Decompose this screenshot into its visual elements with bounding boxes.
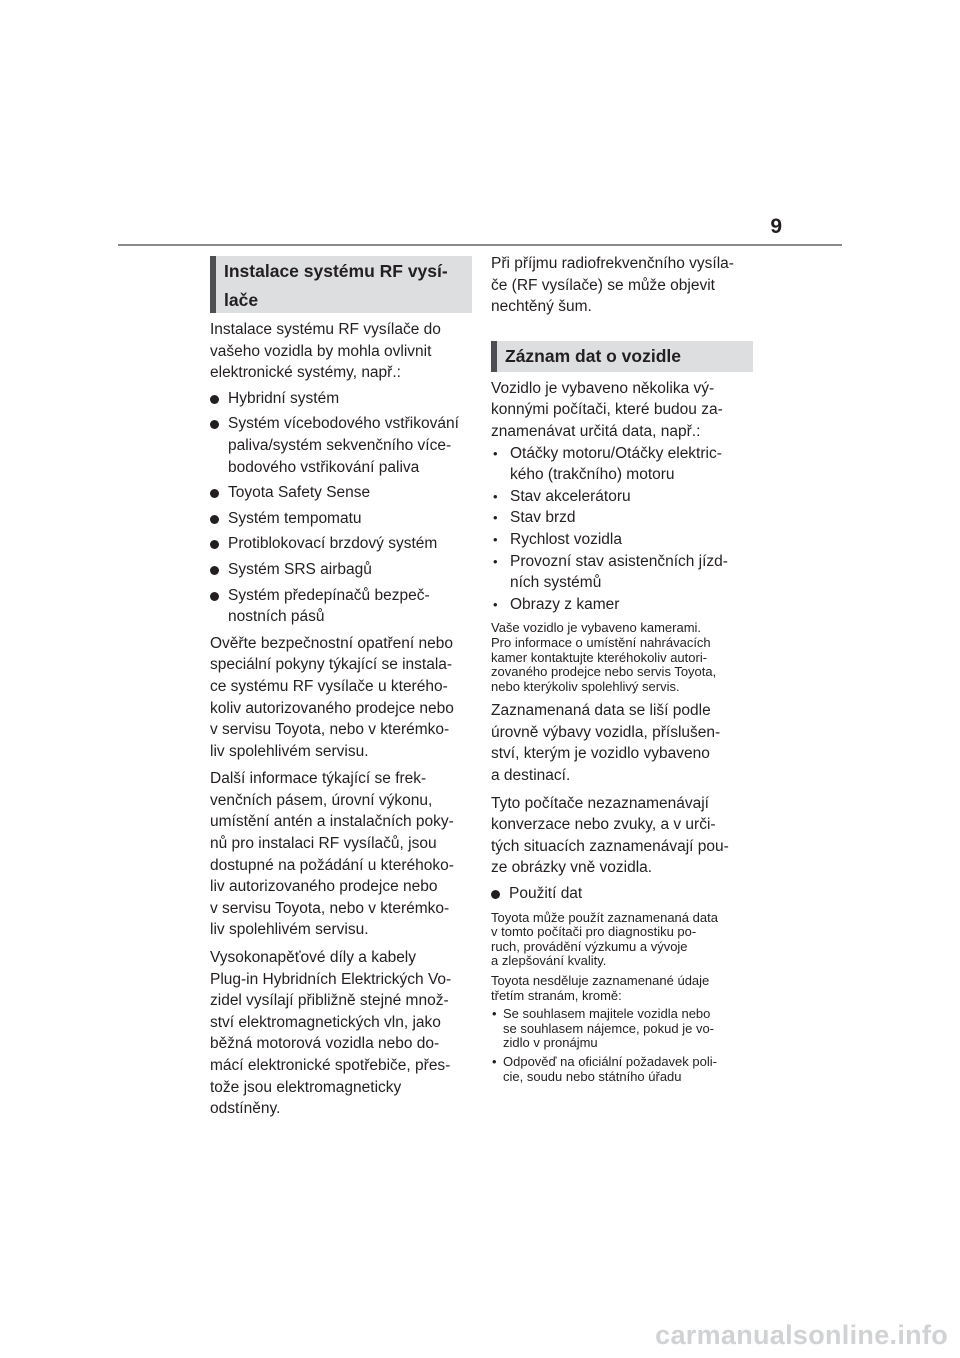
list-item xyxy=(491,486,753,508)
text-line: a zlepšování kvality. xyxy=(491,953,607,969)
text-line: Tyto počítače nezaznamenávají xyxy=(491,794,709,812)
text-line: Použití dat xyxy=(509,885,583,903)
list-item xyxy=(210,482,472,504)
text-line: odstíněny. xyxy=(210,1100,281,1118)
right-column xyxy=(491,256,753,1084)
text-line: ství elektromagnetických vln, jako xyxy=(210,1013,441,1031)
list-item xyxy=(210,388,472,410)
text-line: Obrazy z kamer xyxy=(510,595,620,613)
list-item xyxy=(491,594,753,616)
text-line: liv spolehlivém servisu. xyxy=(210,921,369,939)
recorded-data-list xyxy=(491,443,753,616)
text-line: Provozní stav asistenčních jízd- xyxy=(510,552,728,570)
text-line: Systém tempomatu xyxy=(228,509,362,527)
text-line: ze obrázky vně vozidla. xyxy=(491,859,653,877)
text-line: Stav brzd xyxy=(510,509,576,527)
continued-paragraph xyxy=(491,253,753,318)
list-item xyxy=(210,559,472,581)
list-item xyxy=(491,1007,753,1051)
disclosure-paragraph xyxy=(491,974,753,1003)
text-line: úrovně výbavy vozidla, příslušen- xyxy=(491,723,721,741)
affected-systems-list xyxy=(210,388,472,628)
section-heading-line: Instalace systému RF vysí- xyxy=(224,261,448,281)
text-line: Vaše vozidlo je vybaveno kamerami. xyxy=(491,620,702,636)
section-heading-rf-installation xyxy=(210,256,472,313)
text-line: Instalace systému RF vysílače do xyxy=(210,321,441,338)
text-line: třetím stranám, kromě: xyxy=(491,987,622,1003)
text-line: ních systémů xyxy=(510,574,602,592)
exceptions-list xyxy=(491,1007,753,1084)
high-voltage-paragraph xyxy=(210,947,472,1120)
text-line: zovaného prodejce nebo servis Toyota, xyxy=(491,664,717,680)
text-line: ce systému RF vysílače u kterého- xyxy=(210,677,448,695)
text-line: tých situacích zaznamenávají pou- xyxy=(491,837,729,855)
list-item xyxy=(491,883,753,905)
text-line: nů pro instalaci RF vysílačů, jsou xyxy=(210,835,437,853)
section-heading-line: lače xyxy=(224,290,259,310)
section-heading-data-recording: Záznam dat o vozidle xyxy=(491,341,753,372)
text-line: konnými počítači, které budou za- xyxy=(491,401,723,419)
text-line: Odpověď na oficiální požadavek poli- xyxy=(503,1053,717,1069)
header-rule xyxy=(118,244,842,246)
text-line: Ověřte bezpečnostní opatření nebo xyxy=(210,634,453,652)
text-line: Toyota může použít zaznamenaná data xyxy=(491,909,718,925)
text-line: a destinací. xyxy=(491,767,571,785)
text-line: umístění antén a instalačních poky- xyxy=(210,813,454,831)
recording-intro-paragraph xyxy=(491,378,753,443)
text-line: Toyota Safety Sense xyxy=(228,484,371,502)
text-line: zidlo v pronájmu xyxy=(503,1035,598,1051)
text-line: v servisu Toyota, nebo v kterémko- xyxy=(210,899,450,917)
text-line: Zaznamenaná data se liší podle xyxy=(491,702,711,720)
text-line: konverzace nebo zvuky, a v urči- xyxy=(491,816,716,834)
data-variation-paragraph xyxy=(491,700,753,786)
list-item xyxy=(491,443,753,486)
text-line: Plug-in Hybridních Elektrických Vo- xyxy=(210,970,452,988)
list-item xyxy=(491,1055,753,1084)
text-line: Toyota nesděluje zaznamenané údaje xyxy=(491,973,710,988)
list-item xyxy=(210,533,472,555)
text-line: mácí elektronické spotřebiče, přes- xyxy=(210,1057,451,1074)
text-line: nostních pásů xyxy=(228,608,325,626)
text-line: Systém předepínačů bezpeč- xyxy=(228,586,430,604)
frequency-info-paragraph xyxy=(210,768,472,941)
text-line: znamenávat určitá data, např.: xyxy=(491,422,701,440)
text-line: Další informace týkající se frek- xyxy=(210,770,427,788)
text-line: kého (trakčního) motoru xyxy=(510,466,675,484)
text-line: běžná motorová vozidla nebo do- xyxy=(210,1035,440,1053)
text-line: Pro informace o umístění nahrávacích xyxy=(491,634,711,650)
text-line: vašeho vozidla by mohla ovlivnit xyxy=(210,342,432,360)
text-line: Vozidlo je vybaveno několika vý- xyxy=(491,379,715,397)
text-line: v servisu Toyota, nebo v kterémko- xyxy=(210,721,450,739)
text-line: nechtěný šum. xyxy=(491,298,592,316)
camera-note xyxy=(491,621,753,694)
watermark: carmanualsonline.info xyxy=(655,1320,948,1350)
text-line: Stav akcelerátoru xyxy=(510,487,631,505)
text-line: liv spolehlivém servisu. xyxy=(210,742,369,760)
list-item xyxy=(491,529,753,551)
text-line: Otáčky motoru/Otáčky elektric- xyxy=(510,444,722,462)
left-column xyxy=(210,256,472,1120)
text-line: se souhlasem nájemce, pokud je vo- xyxy=(503,1020,715,1036)
text-line: koliv autorizovaného prodejce nebo xyxy=(210,699,454,717)
text-line: ruch, provádění výzkumu a vývoje xyxy=(491,938,688,954)
text-line: Systém vícebodového vstřikování xyxy=(228,415,459,433)
text-line: Vysokonapěťové díly a kabely xyxy=(210,949,417,967)
text-line: Systém SRS airbagů xyxy=(228,560,372,578)
text-line: Při příjmu radiofrekvenčního vysíla- xyxy=(491,255,734,272)
list-item xyxy=(210,508,472,530)
no-audio-paragraph xyxy=(491,793,753,879)
text-line: ství, kterým je vozidlo vybaveno xyxy=(491,745,710,763)
text-line: bodového vstřikování paliva xyxy=(228,458,420,476)
text-line: zidel vysílají přibližně stejné množ- xyxy=(210,992,449,1010)
text-line: Protiblokovací brzdový systém xyxy=(228,535,438,553)
page-number: 9 xyxy=(770,215,782,238)
text-line: če (RF vysílače) se může objevit xyxy=(491,276,715,294)
list-item xyxy=(210,585,472,628)
usage-paragraph xyxy=(491,911,753,969)
text-line: elektronické systémy, např.: xyxy=(210,364,401,382)
text-line: kamer kontaktujte kteréhokoliv autori- xyxy=(491,649,708,665)
text-line: venčních pásem, úrovní výkonu, xyxy=(210,791,433,809)
text-line: tože jsou elektromagneticky xyxy=(210,1078,402,1096)
text-line: Se souhlasem majitele vozidla nebo xyxy=(503,1006,711,1022)
text-line: speciální pokyny týkající se instala- xyxy=(210,656,453,674)
text-line: v tomto počítači pro diagnostiku po- xyxy=(491,924,697,940)
text-line: cie, soudu nebo státního úřadu xyxy=(503,1068,682,1084)
text-line: Rychlost vozidla xyxy=(510,530,622,548)
text-line: paliva/systém sekvenčního více- xyxy=(228,436,452,454)
list-item xyxy=(210,413,472,478)
usage-bullet-list xyxy=(491,883,753,905)
list-item xyxy=(491,551,753,594)
list-item xyxy=(491,507,753,529)
text-line: dostupné na požádání u kteréhoko- xyxy=(210,856,454,874)
text-line: Hybridní systém xyxy=(228,389,340,407)
text-line: liv autorizovaného prodejce nebo xyxy=(210,878,438,896)
safety-paragraph xyxy=(210,633,472,763)
intro-paragraph xyxy=(210,319,472,384)
text-line: nebo kterýkoliv spolehlivý servis. xyxy=(491,678,680,694)
